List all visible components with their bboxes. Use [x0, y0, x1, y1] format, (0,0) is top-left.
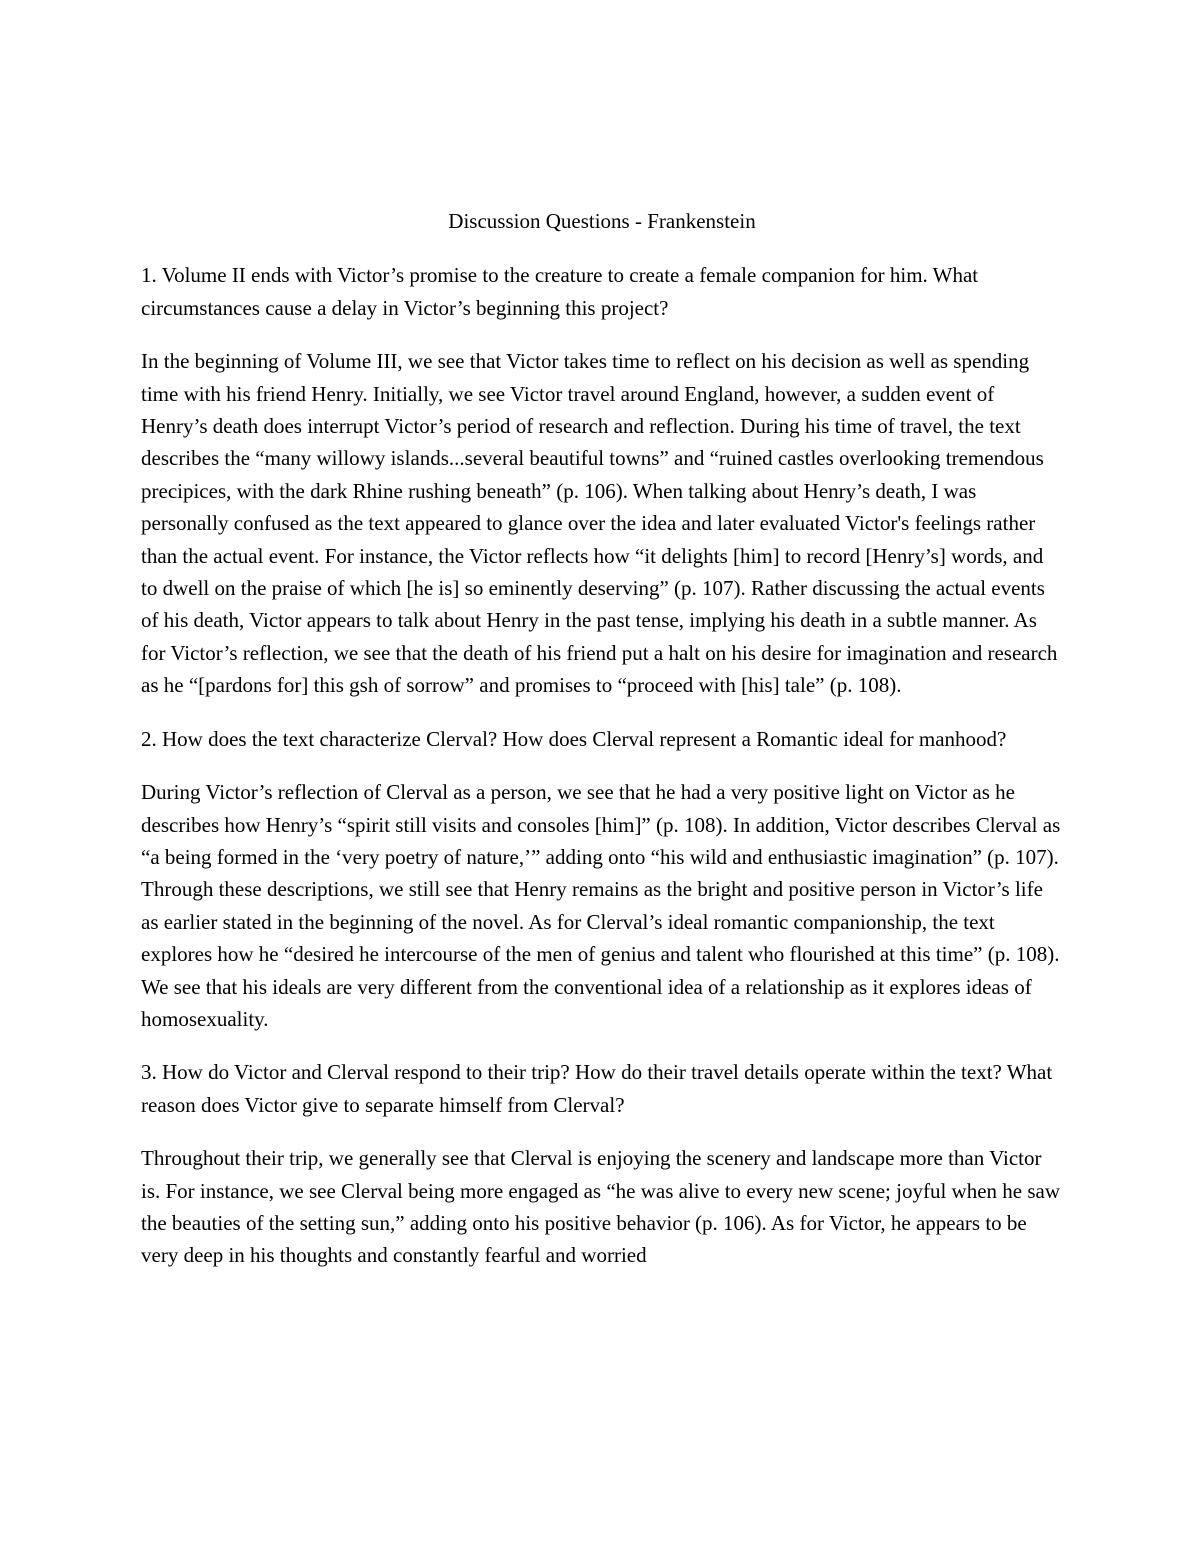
document-body: [141, 205, 1063, 1293]
question-3: 3. How do Victor and Clerval respond to their trip? How do their travel details operate within the text? What reason does Victor give to separate himself from Clerval?: [141, 1060, 1053, 1117]
answer-2: During Victor’s reflection of Clerval as a person, we see that he had a very positive light on Victor as he describes how Henry’s “spirit still visits and consoles [him]” (p. 108). In addition, Victor describes Clerval as “a being formed in the ‘very poetry of nature,’” adding onto “his wild and enthusiastic imagination” (p. 107). Through these descriptions, we still see that Henry remains as the bright and positive person in Victor’s life as earlier stated in the beginning of the novel. As for Clerval’s ideal romantic companionship, the text explores how he “desired he intercourse of the men of genius and talent who flourished at this time” (p. 108). We see that his ideals are very different from the conventional idea of a relationship as it explores ideas of homosexuality.: [141, 780, 1061, 1031]
answer-3: Throughout their trip, we generally see that Clerval is enjoying the scenery and landscape more than Victor is. For instance, we see Clerval being more engaged as “he was alive to every new scene; joyful when he saw the beauties of the setting sun,” adding onto his positive behavior (p. 106). As for Victor, he appears to be very deep in his thoughts and constantly fearful and worried: [141, 1146, 1061, 1268]
document-title: Discussion Questions - Frankenstein: [448, 209, 756, 233]
question-1: 1. Volume II ends with Victor’s promise to the creature to create a female companion for him. What circumstances cause a delay in Victor’s beginning this project?: [141, 263, 979, 320]
answer-1: In the beginning of Volume III, we see that Victor takes time to reflect on his decision as well as spending time with his friend Henry. Initially, we see Victor travel around England, however, a sudden event of Henry’s death does interrupt Victor’s period of research and reflection. During his time of travel, the text describes the “many willowy islands...several beautiful towns” and “ruined castles overlooking tremendous precipices, with the dark Rhine rushing beneath” (p. 106). When talking about Henry’s death, I was personally confused as the text appeared to glance over the idea and later evaluated Victor's feelings rather than the actual event. For instance, the Victor reflects how “it delights [him] to record [Henry’s] words, and to dwell on the praise of which [he is] so eminently deserving” (p. 107). Rather discussing the actual events of his death, Victor appears to talk about Henry in the past tense, implying his death in a subtle manner. As for Victor’s reflection, we see that the death of his friend put a halt on his desire for imagination and research as he “[pardons for] this gsh of sorrow” and promises to “proceed with [his] tale” (p. 108).: [141, 349, 1058, 698]
question-2: 2. How does the text characterize Clerval? How does Clerval represent a Romantic ideal for manhood?: [141, 726, 1007, 751]
